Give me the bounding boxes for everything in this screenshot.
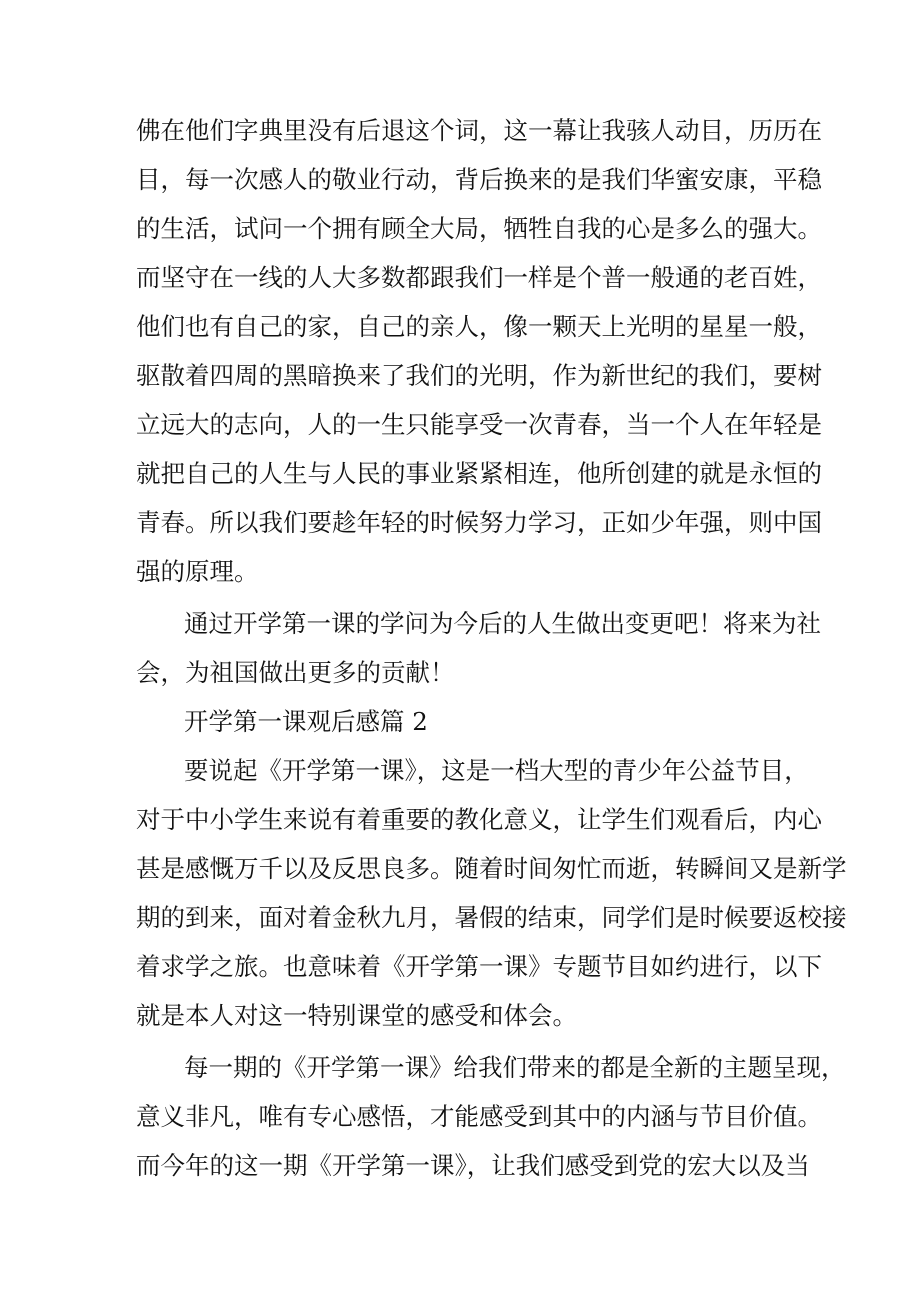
text-line: 期的到来，面对着金秋九月，暑假的结束，同学们是时候要返校接 [136,903,847,932]
document-body [136,113,847,1197]
text-line: 甚是感慨万千以及反思良多。随着时间匆忙而逝，转瞬间又是新学 [136,854,847,883]
text-line: 着求学之旅。也意味着《开学第一课》专题节目如约进行，以下 [136,952,822,981]
text-line: 佛在他们字典里没有后退这个词，这一幕让我骇人动目，历历在 [136,116,822,145]
text-line: 他们也有自己的家，自己的亲人，像一颗天上光明的星星一般， [136,312,822,341]
text-line: 目，每一次感人的敬业行动，背后换来的是我们华蜜安康，平稳 [136,165,822,194]
text-line: 对于中小学生来说有着重要的教化意义，让学生们观看后，内心 [136,805,822,834]
paragraph-start-line: 每一期的《开学第一课》给我们带来的都是全新的主题呈现， [184,1053,846,1082]
text-line: 就把自己的人生与人民的事业紧紧相连，他所创建的就是永恒的 [136,459,822,488]
text-line: 会，为祖国做出更多的贡献！ [136,658,455,687]
text-line: 意义非凡，唯有专心感悟，才能感受到其中的内涵与节目价值。 [136,1102,822,1131]
paragraph-start-line: 要说起《开学第一课》，这是一档大型的青少年公益节目， [184,756,809,785]
text-line: 驱散着四周的黑暗换来了我们的光明，作为新世纪的我们，要树 [136,361,822,390]
text-line: 青春。所以我们要趁年轻的时候努力学习，正如少年强，则中国 [136,508,822,537]
text-line: 就是本人对这一特别课堂的感受和体会。 [136,1001,577,1030]
section-heading: 开学第一课观后感篇 2 [184,707,428,736]
text-line: 的生活，试问一个拥有顾全大局，牺牲自我的心是多么的强大。 [136,214,822,243]
paragraph-start-line: 通过开学第一课的学问为今后的人生做出变更吧！将来为社 [184,609,821,638]
text-line: 立远大的志向，人的一生只能享受一次青春，当一个人在年轻是 [136,410,822,439]
text-line: 而今年的这一期《开学第一课》，让我们感受到党的宏大以及当 [136,1151,810,1180]
text-line: 而坚守在一线的人大多数都跟我们一样是个普一般通的老百姓， [136,263,822,292]
text-line: 强的原理。 [136,557,259,586]
